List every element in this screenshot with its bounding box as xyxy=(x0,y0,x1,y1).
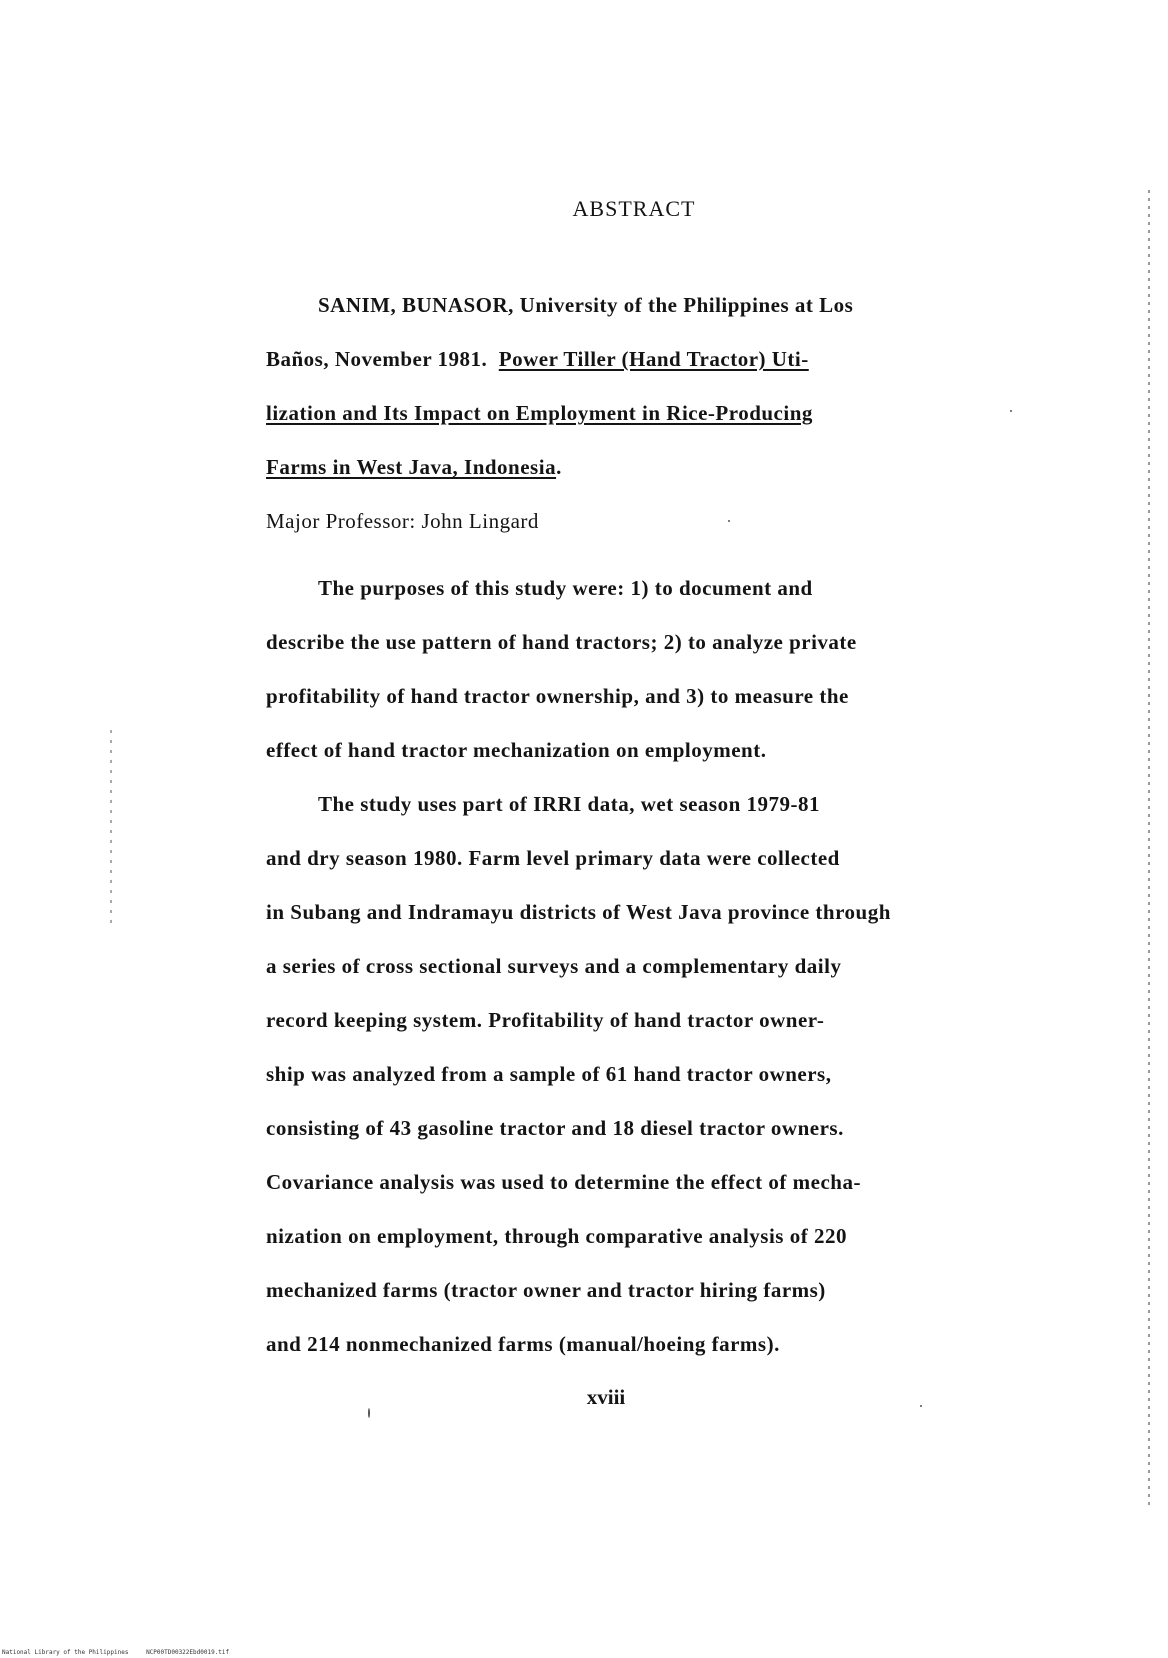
paragraph2-line: and dry season 1980. Farm level primary data were collected xyxy=(266,846,840,870)
scan-speck xyxy=(1010,410,1012,412)
paragraph2-line: The study uses part of IRRI data, wet season 1979-81 xyxy=(318,792,821,816)
paragraph2-line: mechanized farms (tractor owner and tractor hiring farms) xyxy=(266,1278,826,1302)
paragraph1-line: profitability of hand tractor ownership, and 3) to measure the xyxy=(266,684,849,708)
citation-author-line: SANIM, BUNASOR, University of the Philippines at Los xyxy=(318,293,854,317)
footer-library: National Library of the Philippines xyxy=(2,1649,129,1656)
thesis-title-part-1: Power Tiller (Hand Tractor) Uti- xyxy=(498,347,809,371)
major-professor: Major Professor: John Lingard xyxy=(266,509,539,533)
title-period: . xyxy=(556,455,562,479)
paragraph2-line: in Subang and Indramayu districts of West Java province through xyxy=(266,900,891,924)
abstract-heading: ABSTRACT xyxy=(572,196,696,221)
scan-margin-dots xyxy=(110,730,112,930)
paragraph2-line: a series of cross sectional surveys and a complementary daily xyxy=(266,954,842,978)
citation-date: Baños, November 1981. xyxy=(266,347,488,371)
scan-footer xyxy=(2,1649,243,1656)
paragraph2-line: record keeping system. Profitability of hand tractor owner- xyxy=(266,1008,825,1032)
paragraph2-line: ship was analyzed from a sample of 61 hand tractor owners, xyxy=(266,1062,832,1086)
citation-date-line xyxy=(266,344,809,374)
thesis-title-part-2: lization and Its Impact on Employment in Rice-Producing xyxy=(266,401,813,425)
paragraph1-line: describe the use pattern of hand tractors; 2) to analyze private xyxy=(266,630,857,654)
paragraph2-line: and 214 nonmechanized farms (manual/hoeing farms). xyxy=(266,1332,780,1356)
paragraph2-line: Covariance analysis was used to determine the effect of mecha- xyxy=(266,1170,861,1194)
footer-file-id: NCP00TD00322Ebd0019.tif xyxy=(146,1649,230,1656)
page-number: xviii xyxy=(586,1385,626,1409)
thesis-title-part-3: Farms in West Java, Indonesia xyxy=(266,455,557,479)
paragraph1-line: The purposes of this study were: 1) to document and xyxy=(318,576,813,600)
paragraph1-line: effect of hand tractor mechanization on employment. xyxy=(266,738,767,762)
scan-speck xyxy=(728,520,730,522)
paragraph2-line: nization on employment, through comparative analysis of 220 xyxy=(266,1224,847,1248)
paragraph2-line: consisting of 43 gasoline tractor and 18 diesel tractor owners. xyxy=(266,1116,844,1140)
scan-edge-dots xyxy=(1148,190,1150,1510)
thesis-title-line-3 xyxy=(266,452,562,482)
